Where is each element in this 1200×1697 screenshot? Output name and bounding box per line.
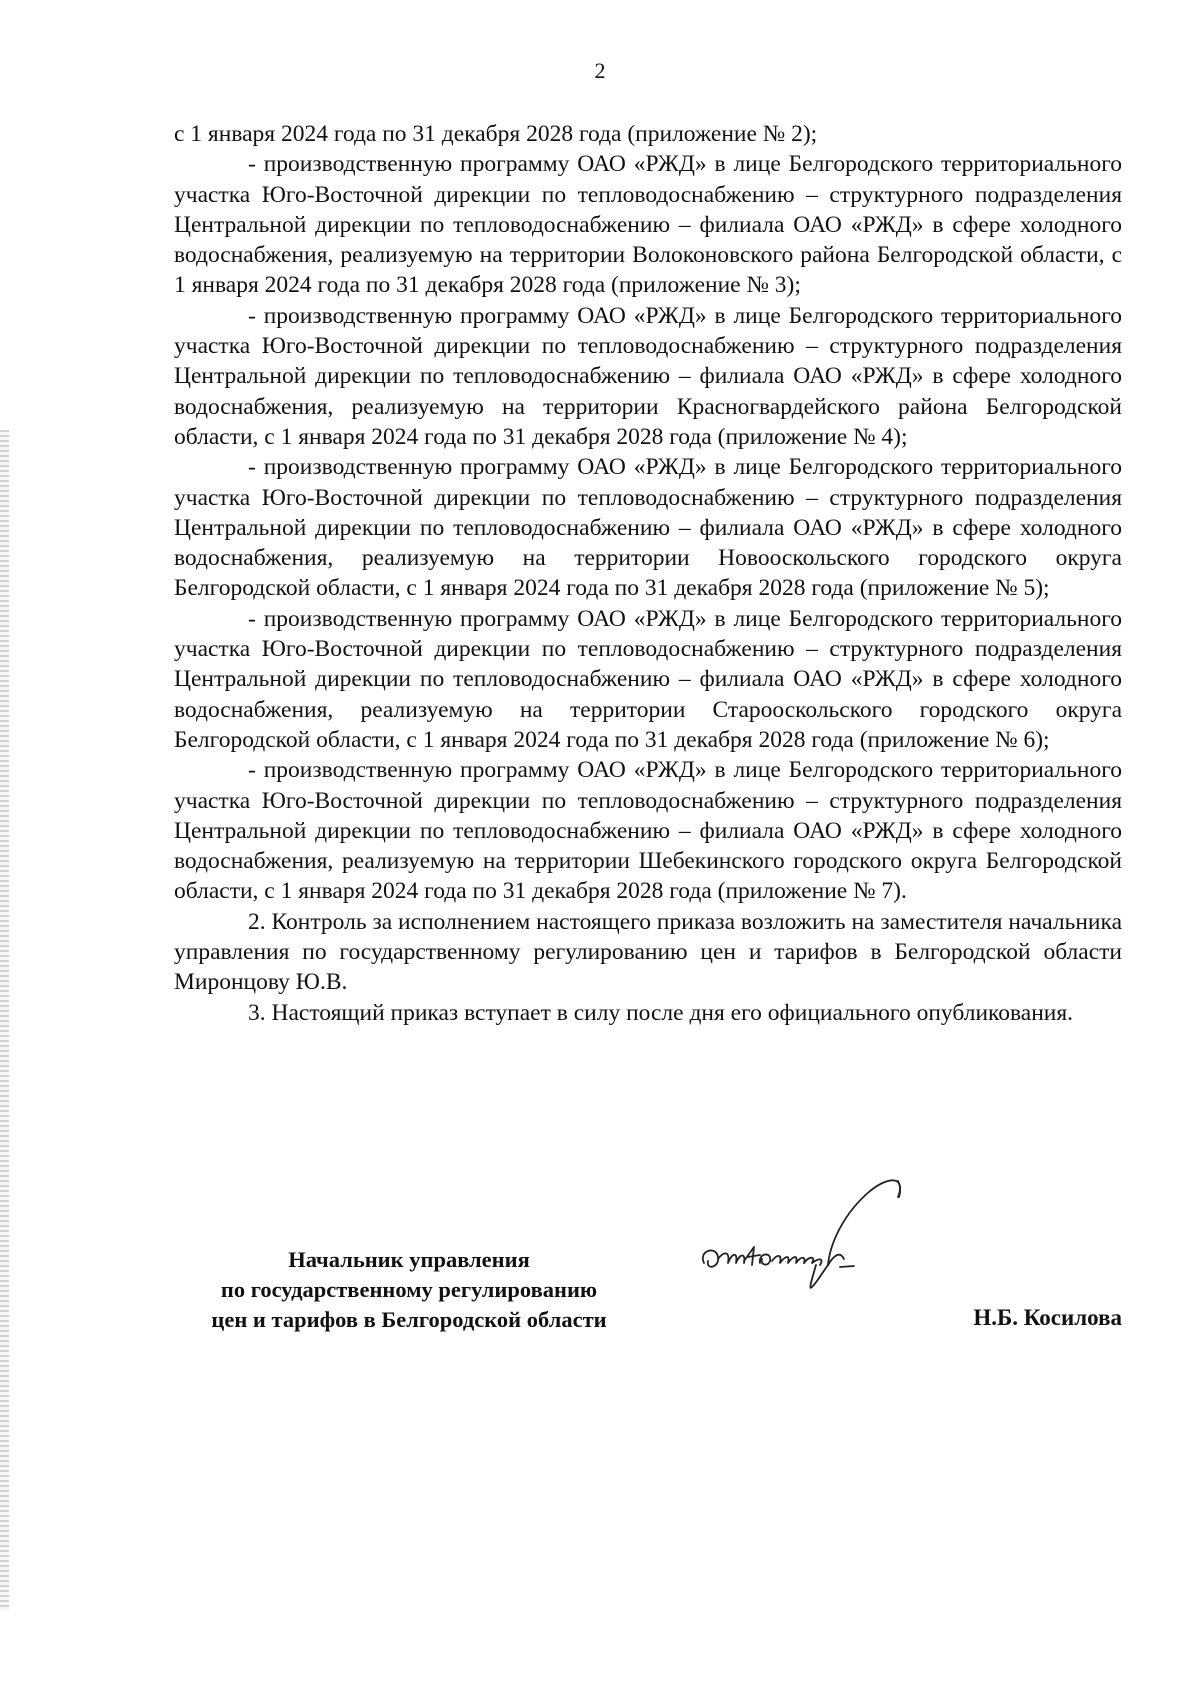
paragraph-1: с 1 января 2024 года по 31 декабря 2028 года (приложение № 2); <box>174 121 818 147</box>
paragraph-4: - производственную программу ОАО «РЖД» в лице Белгородского территориального участка Юго-Восточной дирекции по тепловодоснабжению – структурного подразделения Центральной дирекции по тепловодоснабжению – филиала ОАО «РЖД» в сфере холодного водоснабжения, реализуемую на территории Новооскольского городского округа Белгородской области, с 1 января 2024 года по 31 декабря 2028 года (приложение № 5); <box>174 454 1122 602</box>
signatory-title <box>174 1245 644 1335</box>
signature-block <box>174 1245 1122 1365</box>
paragraph-8: 3. Настоящий приказ вступает в силу после дня его официального опубликования. <box>248 999 1074 1026</box>
signatory-title-line-1: Начальник управления <box>288 1247 530 1272</box>
paragraph-3: - производственную программу ОАО «РЖД» в лице Белгородского территориального участка Юго-Восточной дирекции по тепловодоснабжению – структурного подразделения Центральной дирекции по тепловодоснабжению – филиала ОАО «РЖД» в сфере холодного водоснабжения, реализуемую на территории Красногвардейского района Белгородской области, с 1 января 2024 года по 31 декабря 2028 года (приложение № 4); <box>174 302 1122 450</box>
paragraph-5: - производственную программу ОАО «РЖД» в лице Белгородского территориального участка Юго-Восточной дирекции по тепловодоснабжению – структурного подразделения Центральной дирекции по тепловодоснабжению – филиала ОАО «РЖД» в сфере холодного водоснабжения, реализуемую на территории Старооскольского городского округа Белгородской области, с 1 января 2024 года по 31 декабря 2028 года (приложение № 6); <box>174 605 1122 753</box>
page-number: 2 <box>594 58 606 83</box>
paragraph-7: 2. Контроль за исполнением настоящего приказа возложить на заместителя начальника управления по государственному регулированию цен и тарифов в Белгородской области Миронцову Ю.В. <box>174 908 1122 996</box>
handwritten-signature <box>694 1155 924 1315</box>
signatory-title-line-3: цен и тарифов в Белгородской области <box>211 1307 607 1332</box>
document-body <box>174 119 1122 1028</box>
paragraph-2: - производственную программу ОАО «РЖД» в лице Белгородского территориального участка Юго-Восточной дирекции по тепловодоснабжению – структурного подразделения Центральной дирекции по тепловодоснабжению – филиала ОАО «РЖД» в сфере холодного водоснабжения, реализуемую на территории Волоконовского района Белгородской области, с 1 января 2024 года по 31 декабря 2028 года (приложение № 3); <box>174 151 1122 299</box>
scan-edge-artifact <box>0 430 9 1610</box>
signatory-title-line-2: по государственному регулированию <box>220 1277 598 1302</box>
paragraph-6: - производственную программу ОАО «РЖД» в лице Белгородского территориального участка Юго-Восточной дирекции по тепловодоснабжению – структурного подразделения Центральной дирекции по тепловодоснабжению – филиала ОАО «РЖД» в сфере холодного водоснабжения, реализуемую на территории Шебекинского городского округа Белгородской области, с 1 января 2024 года по 31 декабря 2028 года (приложение № 7). <box>174 757 1122 905</box>
signatory-name: Н.Б. Косилова <box>973 1305 1122 1330</box>
